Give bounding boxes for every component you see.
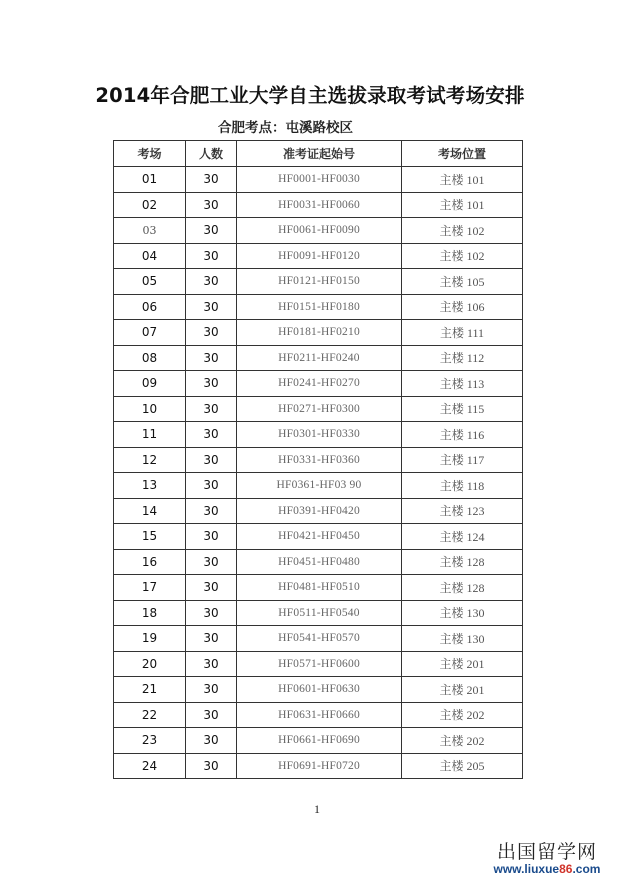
table-row: [114, 422, 523, 448]
exam-site-subtitle: 合肥考点：屯溪路校区: [218, 120, 353, 136]
table-row: [114, 524, 523, 550]
table-row: [114, 600, 523, 626]
cell-room: 06: [114, 294, 186, 320]
watermark-url-prefix: www.liuxue: [493, 862, 560, 876]
table-row: [114, 294, 523, 320]
cell-ticket-range: HF0661-HF0690: [237, 728, 402, 754]
cell-location: 主楼 205: [402, 753, 523, 779]
cell-count: 30: [186, 422, 237, 448]
cell-location: 主楼 102: [402, 243, 523, 269]
cell-ticket-range: HF0571-HF0600: [237, 651, 402, 677]
cell-location: 主楼 116: [402, 422, 523, 448]
header-ticket-range: 准考证起始号: [237, 141, 402, 167]
cell-location: 主楼 113: [402, 371, 523, 397]
cell-room: 14: [114, 498, 186, 524]
cell-ticket-range: HF0511-HF0540: [237, 600, 402, 626]
cell-room: 13: [114, 473, 186, 499]
table-row: [114, 243, 523, 269]
table-row: [114, 728, 523, 754]
cell-room: 11: [114, 422, 186, 448]
cell-ticket-range: HF0331-HF0360: [237, 447, 402, 473]
cell-room: 23: [114, 728, 186, 754]
table-row: [114, 345, 523, 371]
cell-ticket-range: HF0091-HF0120: [237, 243, 402, 269]
cell-ticket-range: HF0061-HF0090: [237, 218, 402, 244]
cell-location: 主楼 202: [402, 702, 523, 728]
table-row: [114, 753, 523, 779]
cell-count: 30: [186, 269, 237, 295]
cell-room: 24: [114, 753, 186, 779]
cell-ticket-range: HF0601-HF0630: [237, 677, 402, 703]
cell-location: 主楼 124: [402, 524, 523, 550]
cell-ticket-range: HF0301-HF0330: [237, 422, 402, 448]
cell-room: 16: [114, 549, 186, 575]
cell-location: 主楼 101: [402, 167, 523, 193]
cell-count: 30: [186, 575, 237, 601]
cell-count: 30: [186, 243, 237, 269]
cell-room: 09: [114, 371, 186, 397]
table-header-row: [114, 141, 523, 167]
cell-room: 10: [114, 396, 186, 422]
cell-count: 30: [186, 192, 237, 218]
cell-count: 30: [186, 702, 237, 728]
cell-count: 30: [186, 524, 237, 550]
cell-ticket-range: HF0691-HF0720: [237, 753, 402, 779]
table-row: [114, 218, 523, 244]
cell-count: 30: [186, 600, 237, 626]
exam-room-schedule-table: [113, 140, 523, 779]
cell-location: 主楼 102: [402, 218, 523, 244]
cell-room: 21: [114, 677, 186, 703]
cell-ticket-range: HF0241-HF0270: [237, 371, 402, 397]
table-row: [114, 371, 523, 397]
cell-room: 05: [114, 269, 186, 295]
table-row: [114, 396, 523, 422]
page-number: 1: [314, 802, 320, 816]
cell-ticket-range: HF0181-HF0210: [237, 320, 402, 346]
cell-count: 30: [186, 549, 237, 575]
cell-count: 30: [186, 371, 237, 397]
cell-room: 03: [114, 218, 186, 244]
cell-count: 30: [186, 651, 237, 677]
cell-location: 主楼 118: [402, 473, 523, 499]
cell-location: 主楼 128: [402, 575, 523, 601]
cell-room: 01: [114, 167, 186, 193]
table-row: [114, 498, 523, 524]
table-row: [114, 320, 523, 346]
table-row: [114, 269, 523, 295]
cell-ticket-range: HF0211-HF0240: [237, 345, 402, 371]
watermark-url-accent: 86: [559, 862, 573, 876]
cell-location: 主楼 202: [402, 728, 523, 754]
cell-ticket-range: HF0391-HF0420: [237, 498, 402, 524]
cell-count: 30: [186, 473, 237, 499]
cell-count: 30: [186, 677, 237, 703]
cell-ticket-range: HF0541-HF0570: [237, 626, 402, 652]
cell-room: 08: [114, 345, 186, 371]
cell-count: 30: [186, 728, 237, 754]
cell-count: 30: [186, 626, 237, 652]
watermark-url-suffix: .com: [572, 862, 601, 876]
table-row: [114, 702, 523, 728]
cell-location: 主楼 101: [402, 192, 523, 218]
table-row: [114, 549, 523, 575]
cell-room: 17: [114, 575, 186, 601]
cell-ticket-range: HF0451-HF0480: [237, 549, 402, 575]
table-row: [114, 651, 523, 677]
cell-location: 主楼 128: [402, 549, 523, 575]
cell-location: 主楼 123: [402, 498, 523, 524]
cell-room: 18: [114, 600, 186, 626]
table-row: [114, 677, 523, 703]
cell-location: 主楼 117: [402, 447, 523, 473]
cell-location: 主楼 201: [402, 677, 523, 703]
table-row: [114, 167, 523, 193]
document-title: 2014年合肥工业大学自主选拔录取考试考场安排: [95, 84, 525, 107]
table-row: [114, 447, 523, 473]
cell-ticket-range: HF0151-HF0180: [237, 294, 402, 320]
table-row: [114, 575, 523, 601]
cell-location: 主楼 112: [402, 345, 523, 371]
cell-ticket-range: HF0361-HF03 90: [237, 473, 402, 499]
cell-room: 07: [114, 320, 186, 346]
cell-room: 20: [114, 651, 186, 677]
table-body: [114, 167, 523, 779]
table-row: [114, 626, 523, 652]
header-count: 人数: [186, 141, 237, 167]
cell-count: 30: [186, 447, 237, 473]
cell-room: 22: [114, 702, 186, 728]
table-row: [114, 192, 523, 218]
cell-location: 主楼 106: [402, 294, 523, 320]
cell-room: 12: [114, 447, 186, 473]
cell-count: 30: [186, 396, 237, 422]
cell-ticket-range: HF0421-HF0450: [237, 524, 402, 550]
site-watermark: [474, 842, 620, 876]
cell-location: 主楼 130: [402, 626, 523, 652]
cell-count: 30: [186, 753, 237, 779]
cell-room: 15: [114, 524, 186, 550]
cell-ticket-range: HF0031-HF0060: [237, 192, 402, 218]
cell-room: 04: [114, 243, 186, 269]
watermark-site-name: 出国留学网: [496, 841, 597, 863]
cell-ticket-range: HF0631-HF0660: [237, 702, 402, 728]
cell-location: 主楼 201: [402, 651, 523, 677]
cell-room: 02: [114, 192, 186, 218]
cell-ticket-range: HF0121-HF0150: [237, 269, 402, 295]
cell-count: 30: [186, 320, 237, 346]
header-location: 考场位置: [402, 141, 523, 167]
cell-location: 主楼 111: [402, 320, 523, 346]
cell-ticket-range: HF0271-HF0300: [237, 396, 402, 422]
cell-location: 主楼 105: [402, 269, 523, 295]
cell-room: 19: [114, 626, 186, 652]
table-row: [114, 473, 523, 499]
cell-count: 30: [186, 167, 237, 193]
cell-count: 30: [186, 218, 237, 244]
header-room: 考场: [114, 141, 186, 167]
cell-ticket-range: HF0001-HF0030: [237, 167, 402, 193]
cell-count: 30: [186, 498, 237, 524]
cell-location: 主楼 115: [402, 396, 523, 422]
cell-count: 30: [186, 294, 237, 320]
cell-count: 30: [186, 345, 237, 371]
watermark-url: [474, 862, 620, 876]
cell-ticket-range: HF0481-HF0510: [237, 575, 402, 601]
cell-location: 主楼 130: [402, 600, 523, 626]
